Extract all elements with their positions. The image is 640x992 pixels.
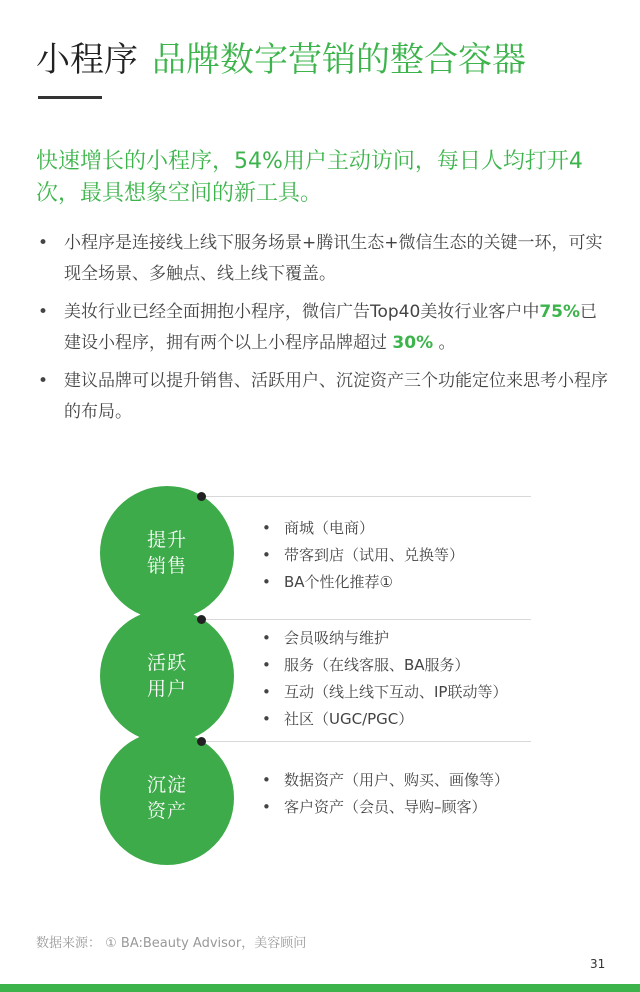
bullet-dot: • [262,546,271,564]
list-item [262,706,507,733]
highlight-percent: 75% [539,302,581,322]
bullet-text: 美妆行业已经全面拥抱小程序，微信广告Top40美妆行业客户中 [64,302,540,322]
list-item-text: 商城（电商） [284,519,375,537]
headline: 快速增长的小程序，54%用户主动访问，每日人均打开4次，最具想象空间的新工具。 [36,149,583,206]
function-circle-sales [100,486,234,620]
list-item [262,542,464,569]
list-item [262,679,507,706]
bullet-text: 小程序是连接线上线下服务场景+腾讯生态+微信生态的关键一环，可实现全场景、多触点、线上线下覆盖。 [64,233,603,284]
divider-line [201,619,531,620]
list-item [262,652,507,679]
bullet-dot: • [262,798,271,816]
divider-line [201,496,531,497]
node-dot [197,492,206,501]
list-item-text: 服务（在线客服、BA服务） [284,656,470,674]
circle-label: 用户 [146,678,187,700]
page-title [36,38,526,82]
highlight-percent: 30% [392,333,434,353]
sales-item-list [262,515,464,596]
list-item-text: 带客到店（试用、兑换等） [284,546,465,564]
list-item-text: 数据资产（用户、购买、画像等） [284,771,510,789]
node-dot [197,615,206,624]
page-number: 31 [590,957,606,971]
title-subtitle: 品牌数字营销的整合容器 [152,40,526,80]
bullet-dot: • [262,710,271,728]
bullet-dot: • [262,573,271,591]
bullet-dot: • [262,519,271,537]
bullet-item [38,297,613,359]
circle-label: 销售 [146,555,187,577]
node-dot [197,737,206,746]
bullet-dot: • [38,371,49,391]
circle-label: 活跃 [146,652,187,674]
divider-line [201,741,531,742]
list-item-text: BA个性化推荐① [284,573,393,591]
bullet-dot: • [262,656,271,674]
bullet-text: 建议品牌可以提升销售、活跃用户、沉淀资产三个功能定位来思考小程序的布局。 [64,371,608,422]
list-item [262,569,464,596]
function-circle-users [100,609,234,743]
list-item [262,767,509,794]
function-circle-assets [100,731,234,865]
bullet-dot: • [262,683,271,701]
list-item-text: 社区（UGC/PGC） [284,710,414,728]
bullet-dot: • [262,629,271,647]
list-item [262,794,509,821]
circle-label: 资产 [146,800,187,822]
title-main: 小程序 [36,40,138,80]
bullet-list [38,228,613,435]
bottom-accent-bar [0,984,640,992]
assets-item-list [262,767,509,821]
bullet-dot: • [38,233,49,253]
circle-label: 沉淀 [146,774,187,796]
list-item-text: 互动（线上线下互动、IP联动等） [284,683,508,701]
bullet-item [38,228,613,290]
source-note: 数据来源： ① BA:Beauty Advisor，美容顾问 [36,936,307,951]
bullet-text: 。 [438,333,456,353]
users-item-list [262,625,507,733]
list-item-text: 客户资产（会员、导购–顾客） [284,798,487,816]
title-underline [38,96,102,99]
bullet-dot: • [262,771,271,789]
circle-label: 提升 [146,529,187,551]
bullet-dot: • [38,302,49,322]
list-item-text: 会员吸纳与维护 [284,629,390,647]
bullet-item [38,366,613,428]
list-item [262,515,464,542]
bullet-text: 已建设小程序，拥有两个以上小程序品牌超过 [64,302,598,353]
list-item [262,625,507,652]
